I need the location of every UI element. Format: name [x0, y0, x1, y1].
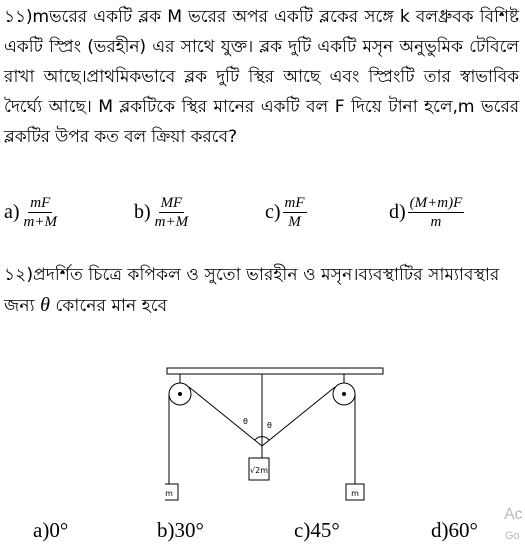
- option-b: [134, 186, 190, 238]
- option-label: a): [4, 200, 20, 223]
- left-mass-label: m: [165, 489, 173, 498]
- angle-left-label: θ: [243, 417, 248, 426]
- option-label: b): [134, 200, 151, 223]
- question-12-options: [0, 514, 525, 548]
- fraction-numerator: mF: [284, 194, 305, 211]
- angle-right-label: θ: [267, 421, 272, 430]
- option-c: [265, 186, 307, 238]
- watermark-line-2: Go: [505, 530, 520, 542]
- option-label: d): [389, 200, 406, 223]
- option-fraction: [153, 194, 190, 231]
- option-fraction: [283, 194, 307, 231]
- question-12-text-after: কোনের মান হবে: [49, 296, 168, 316]
- right-slant-string: [262, 387, 335, 446]
- question-11-options: [0, 186, 525, 238]
- option-label: c): [265, 200, 281, 223]
- option-fraction: [408, 194, 465, 231]
- center-mass-label: √2m: [250, 466, 268, 475]
- fraction-denominator: m+M: [154, 213, 189, 230]
- fraction-denominator: M: [288, 213, 301, 230]
- option-d: [389, 186, 464, 238]
- fraction-numerator: (M+m)F: [409, 194, 463, 211]
- right-pulley-axle: [342, 392, 346, 396]
- fraction-denominator: m+M: [23, 213, 57, 230]
- left-slant-string: [189, 387, 262, 446]
- option-c: c)45°: [294, 518, 340, 542]
- theta-symbol: θ: [40, 294, 50, 316]
- watermark-line-1: Ac: [504, 506, 523, 523]
- question-12-text-before: ১২)প্রদর্শিত চিত্রে কপিকল ও সুতো ভারহীন ও মসৃন।ব্যবস্থাটির সাম্যাবস্থার জন্য: [4, 265, 500, 316]
- fraction-numerator: mF: [30, 194, 51, 211]
- right-mass-label: m: [351, 489, 359, 498]
- question-11-text: ১১)mভরের একটি ব্লক M ভরের অপর একটি ব্লকের সঙ্গে k বলধ্রুবক বিশিষ্ট একটি স্প্রিং (ভরহীন) এর সাথে যুক্ত। ব্লক দুটি একটি মসৃন অনুভুমিক টেবিলে রাখা আছে।প্রাথমিকভাবে ব্লক দুটি স্থির আছে এবং স্প্রিংটি তার স্বাভাবিক দৈর্ঘ্যে আছে। M ব্লকটিকে স্থির মানের একটি বল F দিয়ে টানা হলে,m ভরের ব্লকটির উপর কত বল ক্রিয়া করবে?: [4, 7, 519, 147]
- option-fraction: [22, 194, 59, 231]
- fraction-numerator: MF: [160, 194, 183, 211]
- option-d: d)60°: [431, 518, 478, 542]
- option-b: b)30°: [157, 518, 204, 542]
- option-a: a)0°: [33, 518, 69, 542]
- question-12-text: [4, 260, 519, 321]
- fraction-denominator: m: [430, 213, 442, 230]
- ceiling-bar: [167, 368, 383, 374]
- option-a: [4, 186, 59, 238]
- left-pulley-axle: [178, 392, 182, 396]
- pulley-diagram: [165, 366, 385, 506]
